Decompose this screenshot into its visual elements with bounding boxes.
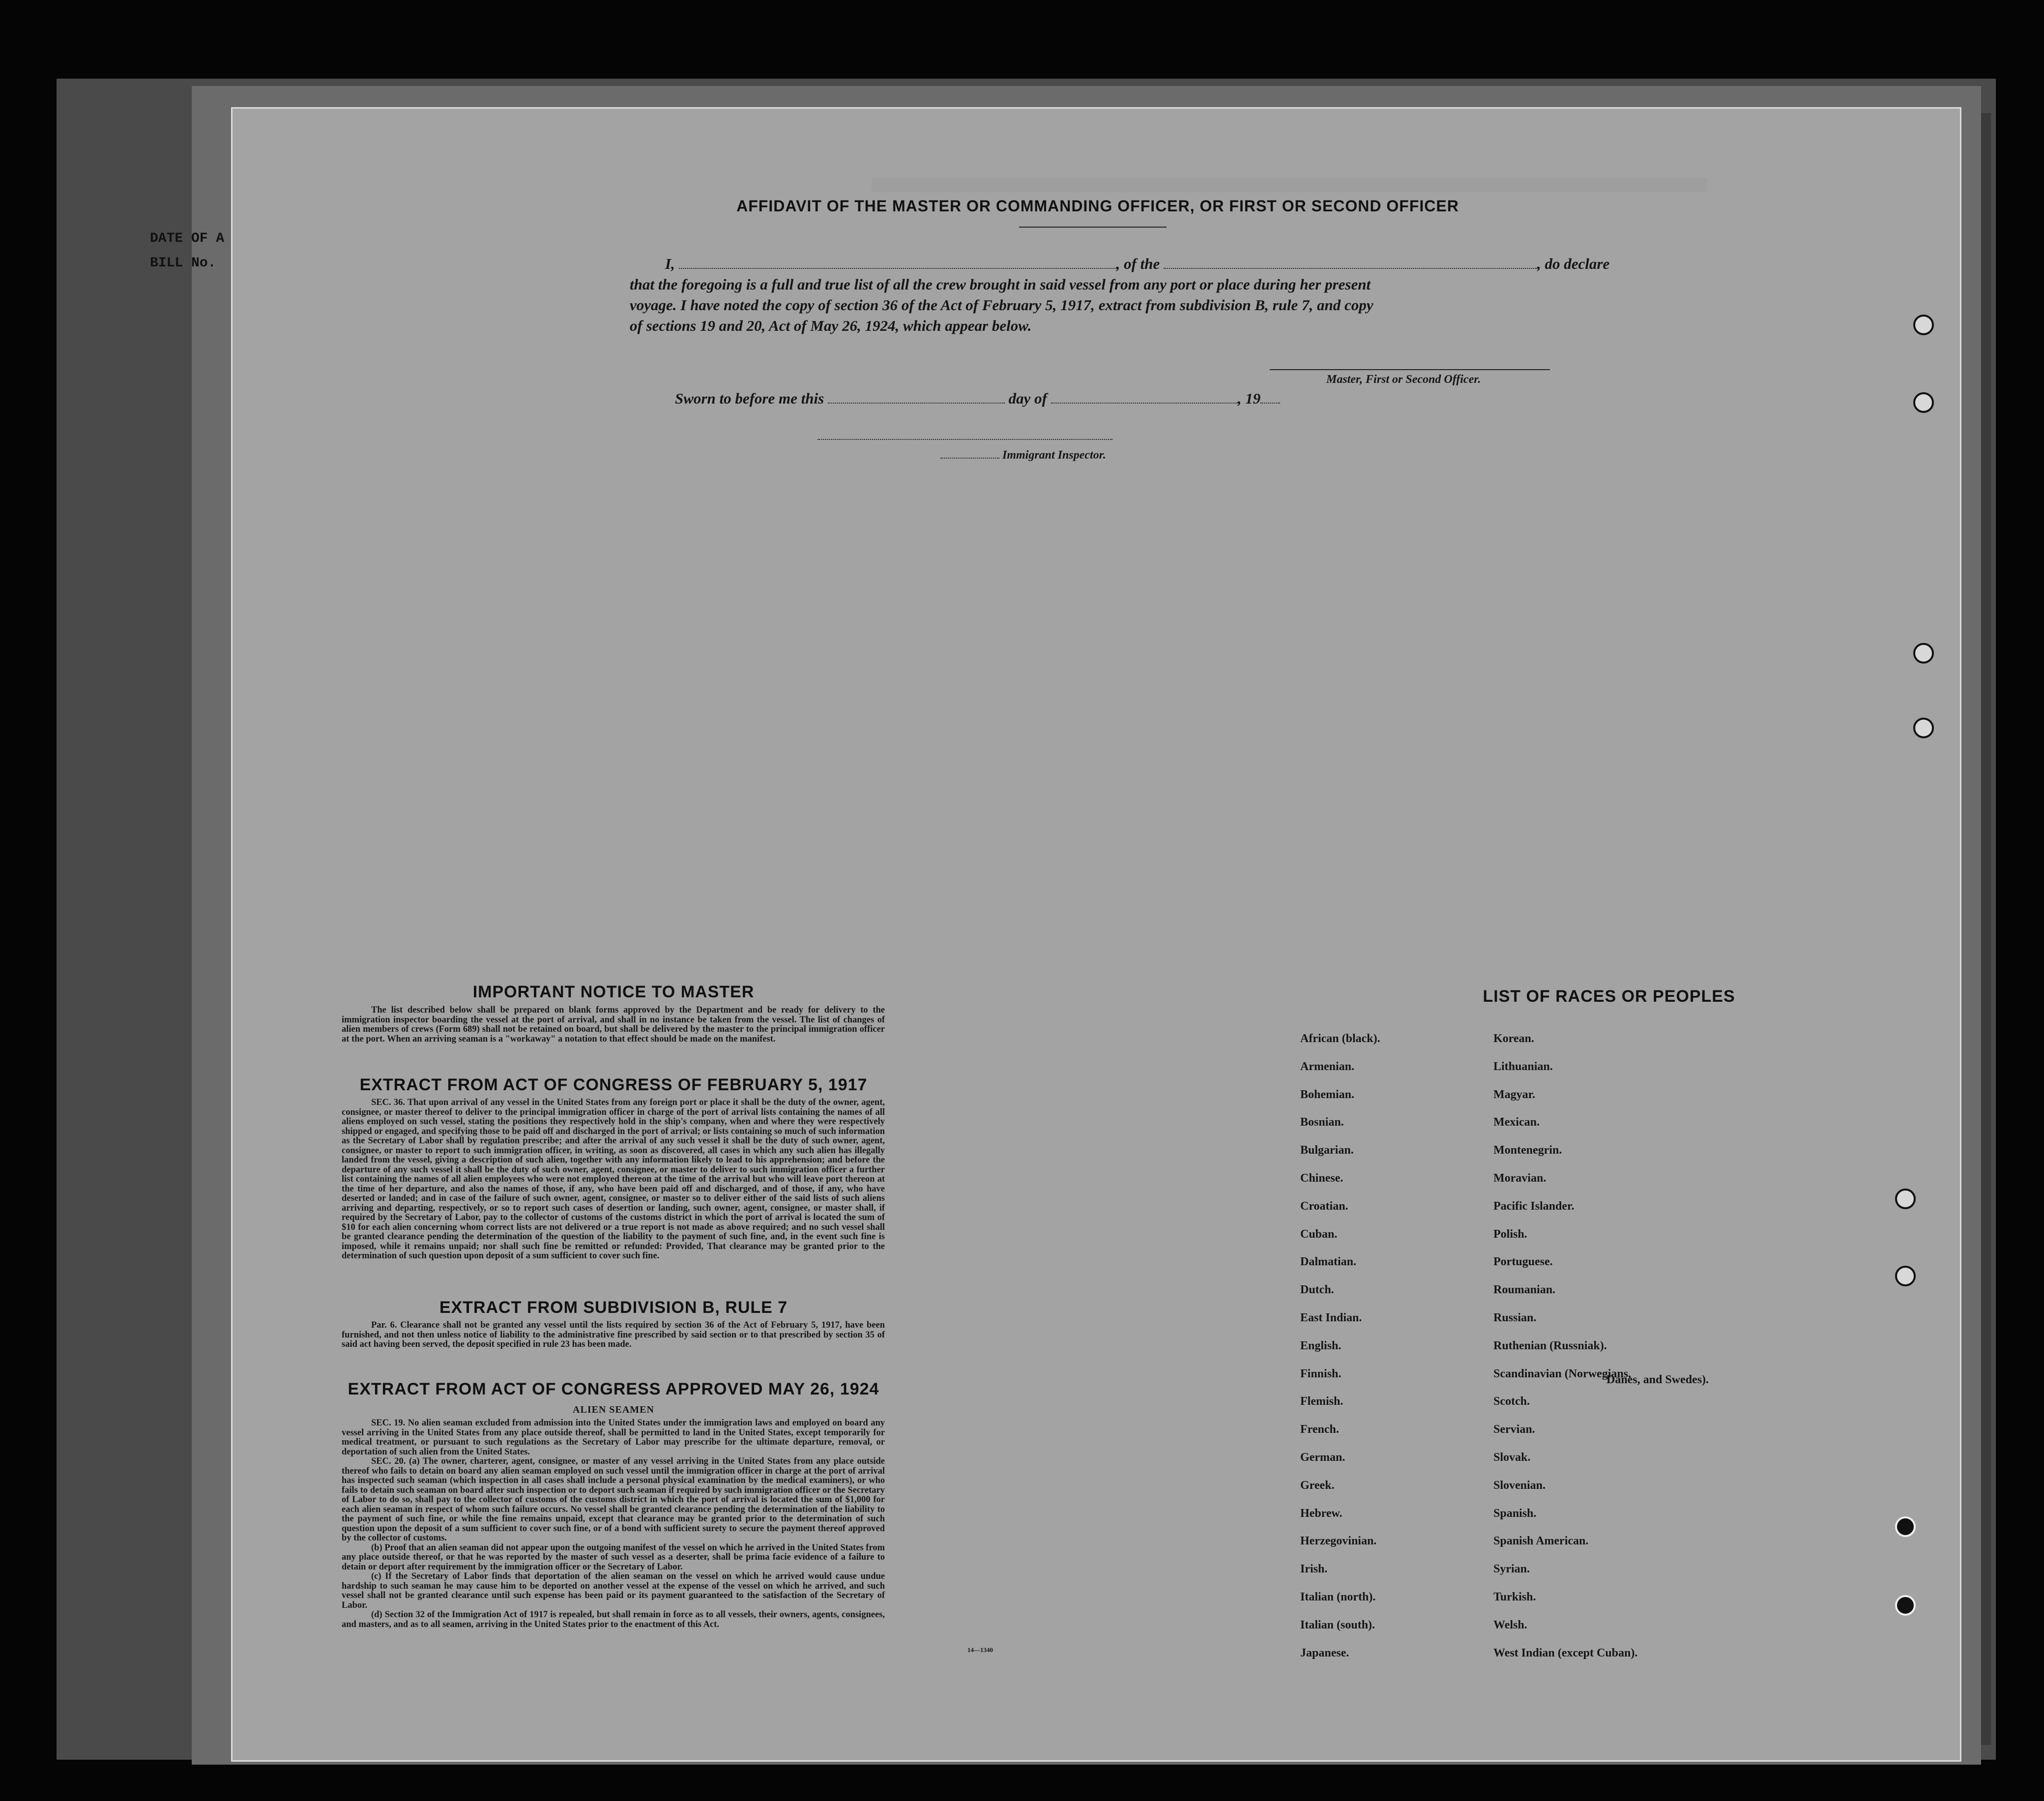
race-item: Portuguese.	[1493, 1255, 1553, 1269]
inspector-label	[940, 449, 1106, 462]
par-6-paragraph: Par. 6. Clearance shall not be granted any vessel until the lists required by section 36 of the Act of February 5, 1917, have been furnished, and not then unless notice of liability to the administrative fine prescribed by said section or to that prescribed by section 35 of said act having been served, the deposit specified in rule 23 has been made.	[342, 1320, 885, 1349]
affidavit-line-4: of sections 19 and 20, Act of May 26, 1924, which appear below.	[630, 317, 1032, 334]
race-item: Armenian.	[1300, 1060, 1354, 1073]
race-item: Moravian.	[1493, 1172, 1547, 1185]
race-item: Bulgarian.	[1300, 1144, 1354, 1157]
sec-20d-paragraph: (d) Section 32 of the Immigration Act of 1917 is repealed, but shall remain in force as to all vessels, their owners, agents, consignees, and masters, and as to all seamen, arriving in the United States prior to the enactment of this Act.	[342, 1610, 885, 1629]
under-bill-label: BILL No.	[150, 256, 216, 271]
race-item: Welsh.	[1493, 1618, 1527, 1631]
rule-7-title: EXTRACT FROM SUBDIVISION B, RULE 7	[439, 1298, 788, 1317]
rule-7-text	[342, 1321, 885, 1350]
punch-hole	[1913, 718, 1934, 738]
alien-seamen-subtitle: ALIEN SEAMEN	[573, 1404, 654, 1415]
race-item: Dalmatian.	[1300, 1255, 1356, 1269]
declarant-name-field[interactable]	[679, 268, 1116, 269]
race-item: African (black).	[1300, 1032, 1380, 1045]
race-item: Lithuanian.	[1493, 1060, 1553, 1073]
race-item: German.	[1300, 1451, 1345, 1464]
race-item: Cuban.	[1300, 1227, 1338, 1241]
race-item: Slovak.	[1493, 1451, 1531, 1464]
sec-20b-paragraph: (b) Proof that an alien seaman did not appear upon the outgoing manifest of the vessel on which he arrived in the United States from any place outside thereof, or that he was reported by the master of such vessel as a deserter, shall be prima facie evidence of a failure to detain or deport after requirement by the immigration officer or the Secretary of Labor.	[342, 1542, 885, 1572]
notice-text	[342, 1006, 885, 1044]
race-item: Spanish.	[1493, 1507, 1537, 1520]
notice-paragraph: The list described below shall be prepared on blank forms approved by the Department and be ready for delivery to the immigration inspector boarding the vessel at the port of arrival, and shall in no instance be taken from the vessel. The list of changes of alien members of crews (Form 689) shall not be retained on board, but shall be delivered by the master to the principal immigration officer at the port. When an arriving seaman is a "workaway" a notation to that effect should be made on the manifest.	[342, 1005, 885, 1044]
day-of-label: day of	[1008, 390, 1047, 407]
race-item: Finnish.	[1300, 1367, 1342, 1380]
punch-hole	[1895, 1266, 1916, 1286]
race-item: Italian (south).	[1300, 1618, 1375, 1631]
inspector-text: Immigrant Inspector.	[1002, 449, 1106, 462]
extract-1924-text	[342, 1419, 885, 1629]
race-item: Italian (north).	[1300, 1591, 1376, 1603]
punch-hole	[1895, 1189, 1916, 1209]
race-item: Syrian.	[1493, 1563, 1530, 1576]
sec-19-paragraph: SEC. 19. No alien seaman excluded from admission into the United States under the immigration laws and employed on board any vessel arriving in the United States from any place outside thereof, shall be permitted to land in the United States, except temporarily for medical treatment, or pursuant to such regulations as the Secretary of Labor may prescribe for the ultimate departure, removal, or deportation of such alien from the United States.	[342, 1418, 885, 1457]
race-item: Mexican.	[1493, 1116, 1540, 1129]
race-item: Montenegrin.	[1493, 1144, 1562, 1157]
punch-hole	[1895, 1595, 1916, 1616]
affidavit-line-3: voyage. I have noted the copy of section 36 of the Act of February 5, 1917, extract from subdivision B, rule 7, and copy	[630, 296, 1373, 314]
race-item: Scandinavian (Norwegians,	[1493, 1367, 1632, 1380]
vessel-prefix: , of the	[1116, 255, 1160, 272]
notice-title: IMPORTANT NOTICE TO MASTER	[472, 983, 755, 1001]
sworn-day-field[interactable]	[828, 403, 1005, 404]
race-item: Slovenian.	[1493, 1479, 1546, 1492]
punch-hole	[1913, 643, 1934, 664]
inspector-line[interactable]	[818, 439, 1112, 440]
affidavit-line-1	[665, 255, 1815, 273]
race-item: English.	[1300, 1339, 1342, 1352]
race-item: Scotch.	[1493, 1395, 1530, 1408]
race-item: Bohemian.	[1300, 1088, 1355, 1101]
sworn-prefix: Sworn to before me this	[675, 390, 824, 407]
under-date-label: DATE OF A	[150, 231, 225, 246]
race-item: Flemish.	[1300, 1395, 1343, 1408]
punch-hole	[1913, 315, 1934, 335]
races-title: LIST OF RACES OR PEOPLES	[1483, 987, 1735, 1006]
race-item: Dutch.	[1300, 1283, 1334, 1297]
race-item: Chinese.	[1300, 1172, 1343, 1185]
race-item: Servian.	[1493, 1423, 1535, 1436]
race-item: Korean.	[1493, 1032, 1534, 1045]
signature-line[interactable]	[1270, 369, 1550, 370]
race-item: Herzegovinian.	[1300, 1535, 1377, 1548]
sec-20a-paragraph: SEC. 20. (a) The owner, charterer, agent, consignee, or master of any vessel arriving in the United States from any place outside thereof who fails to detain on board any alien seaman employed on such vessel until the immigration officer in charge at the port of arrival has inspected such seaman (which inspection in all cases shall include a personal physical examination by the medical examiners), or who fails to detain such seaman on board after such inspection or to deport such seaman if required by such immigration officer or the Secretary of Labor to do so, shall pay to the collector of customs of the customs district in which the port of arrival is located the sum of $1,000 for each alien seaman in respect of whom such failure occurs. No vessel shall be granted clearance pending the determination of the liability to the payment of such fine, or while the fine remains unpaid, except that clearance may be granted prior to the determination of such question upon the deposit of a sum sufficient to cover such fine, or of a bond with sufficient surety to secure the payment thereof approved by the collector of customs.	[342, 1456, 885, 1543]
race-item: Greek.	[1300, 1479, 1335, 1492]
sworn-year-field[interactable]	[1260, 403, 1280, 404]
race-item: Turkish.	[1493, 1591, 1536, 1603]
affidavit-line-2: that the foregoing is a full and true list of all the crew brought in said vessel from any port or place during her present	[630, 276, 1371, 293]
race-item: French.	[1300, 1423, 1339, 1436]
affidavit-title: AFFIDAVIT OF THE MASTER OR COMMANDING OFFICER, OR FIRST OR SECOND OFFICER	[736, 197, 1459, 215]
race-item: Spanish American.	[1493, 1535, 1589, 1548]
declarant-prefix: I,	[665, 255, 675, 272]
form-number: 14—1340	[967, 1646, 993, 1654]
signature-label: Master, First or Second Officer.	[1326, 373, 1481, 386]
race-item: Croatian.	[1300, 1199, 1348, 1213]
sworn-month-field[interactable]	[1051, 403, 1238, 404]
bleed-through-mark	[872, 177, 1707, 192]
race-item: Bosnian.	[1300, 1116, 1344, 1129]
race-item: Irish.	[1300, 1563, 1328, 1576]
declare-text: , do declare	[1537, 255, 1610, 272]
inspector-dots	[940, 458, 999, 459]
sec-20c-paragraph: (c) If the Secretary of Labor finds that deportation of the alien seaman on the vessel on which he arrived would cause undue hardship to such seaman he may cause him to be deported on another vessel at the expense of the vessel on which he arrived, and such vessel shall not be granted clearance until such expense has been paid or its payment guaranteed to the satisfaction of the Secretary of Labor.	[342, 1571, 885, 1610]
race-item: Pacific Islander.	[1493, 1199, 1575, 1213]
extract-1917-title: EXTRACT FROM ACT OF CONGRESS OF FEBRUARY 5, 1917	[359, 1075, 868, 1094]
race-scandinavian-continued: Danes, and Swedes).	[1606, 1373, 1709, 1386]
race-item: Roumanian.	[1493, 1283, 1556, 1297]
vessel-name-field[interactable]	[1164, 268, 1537, 269]
race-item: Russian.	[1493, 1311, 1537, 1324]
sec-36-paragraph: SEC. 36. That upon arrival of any vessel in the United States from any foreign port or place it shall be the duty of the owner, agent, consignee, or master thereof to deliver to the principal immigration officer in charge of the port of arrival lists containing the names of all aliens employed on such vessel, stating the positions they respectively hold in the ship's company, when and where they were respectively shipped or engaged, and specifying those to be paid off and discharged in the port of arrival; or lists containing so much of such information as the Secretary of Labor shall by regulation prescribe; and after the arrival of any such vessel it shall be the duty of such owner, agent, consignee, or master to report to such immigration officer, in writing, as soon as discovered, all cases in which any such alien has illegally landed from the vessel, giving a description of such alien, together with any information likely to lead to his apprehension; and before the departure of any such vessel it shall be the duty of such owner, agent, consignee, or master to deliver to such immigration officer a further list containing the names of all alien employees who were not employed thereon at the time of the arrival but who will leave port thereon at the time of her departure, and also the names of those, if any, who have been paid off and discharged, and of those, if any, who have deserted or landed; and in case of the failure of such owner, agent, consignee, or master so to deliver either of the said lists of such aliens arriving and departing, respectively, or so to report such cases of desertion or landing, such owner, agent, consignee, or master shall, if required by the Secretary of Labor, pay to the collector of customs of the customs district in which the port of arrival is located the sum of $10 for each alien concerning whom correct lists are not delivered or a true report is not made as above required; and no such vessel shall be granted clearance pending the determination of the question of the liability to the payment of such fine, and, in the event such fine is imposed, while it remains unpaid; nor shall such fine be remitted or refunded: Provided, That clearance may be granted prior to the determination of such question upon deposit of a sum sufficient to cover such fine.	[342, 1098, 885, 1261]
race-item: Japanese.	[1300, 1646, 1349, 1659]
punch-hole	[1913, 392, 1934, 413]
race-item: Ruthenian (Russniak).	[1493, 1339, 1607, 1352]
race-item: West Indian (except Cuban).	[1493, 1646, 1638, 1659]
extract-1917-text	[342, 1098, 885, 1261]
race-item: East Indian.	[1300, 1311, 1362, 1324]
year-prefix: , 19	[1237, 390, 1261, 407]
race-item: Hebrew.	[1300, 1507, 1343, 1520]
race-item: Polish.	[1493, 1227, 1527, 1241]
race-item: Magyar.	[1493, 1088, 1536, 1101]
extract-1924-title: EXTRACT FROM ACT OF CONGRESS APPROVED MAY 26, 1924	[348, 1380, 879, 1398]
title-underline	[1019, 227, 1167, 228]
sworn-line	[675, 390, 1280, 407]
affidavit-page	[231, 107, 1961, 1762]
punch-hole	[1895, 1516, 1916, 1537]
